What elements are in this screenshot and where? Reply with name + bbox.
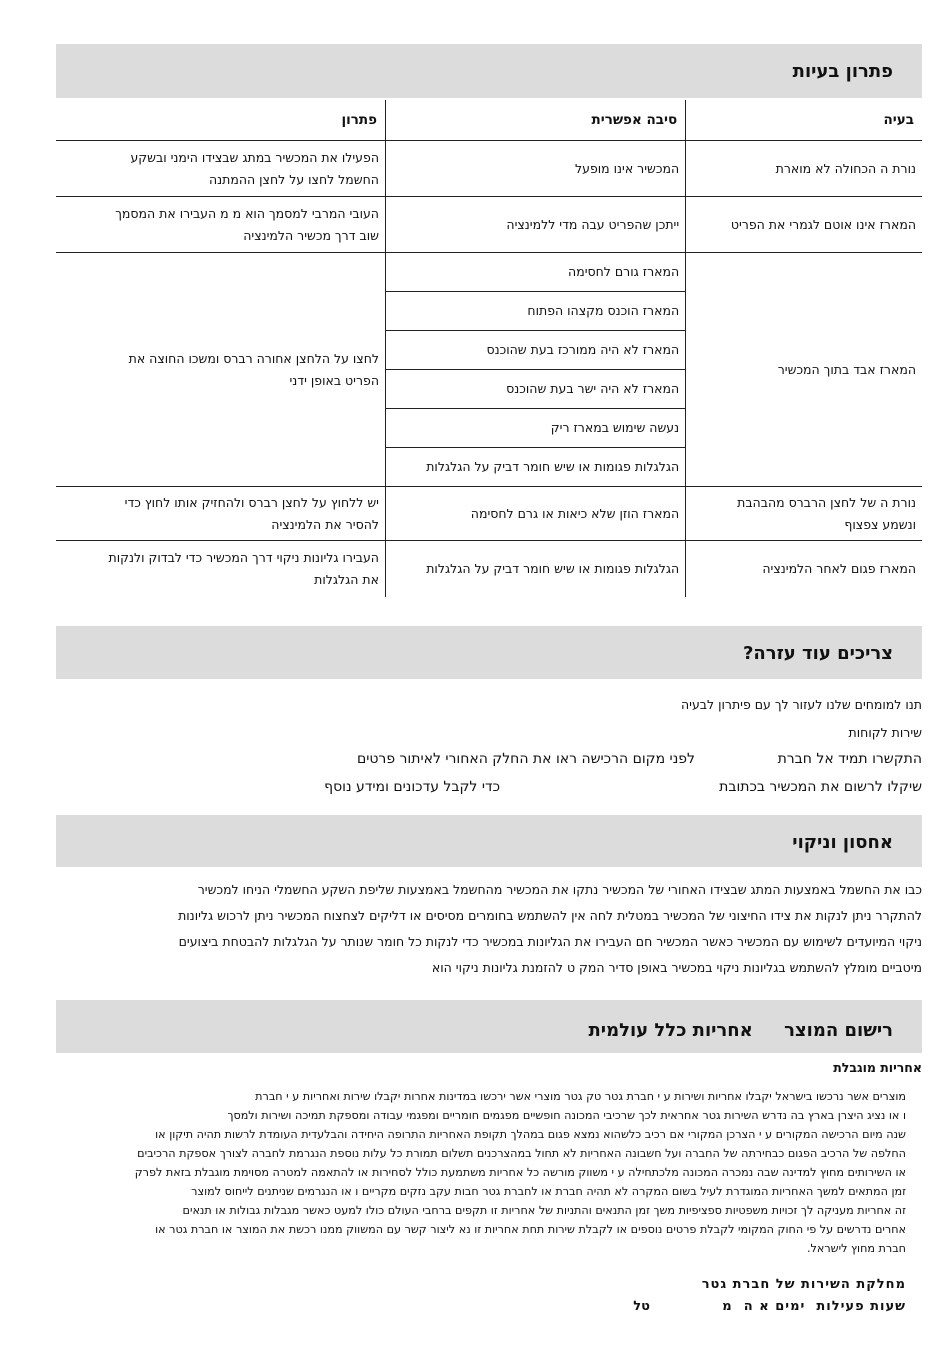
troubleshooting-header-band [56, 44, 922, 98]
warranty-line: ו או נציג היצרן בארץ בה נדרש השירות גטר אחראית לכך שרכיבי המכונה חופשיים מפגמים חומריים ומפגמי עבודה ומספקת תמיכה ושירות ולמסך [227, 1109, 906, 1122]
solution-line: לחצו על הלחצן אחורה רברס ומשכו החוצה את [128, 350, 379, 366]
issue-line: נורת ה של לחצן הרברס מהבהבת [737, 494, 916, 510]
help-contact-b: לפני מקום הרכישה ראו את החלק האחורי לאיתור פרטים [356, 751, 695, 767]
solution-cell [56, 541, 385, 597]
issue-cell: המארז אינו אוטם לגמרי את הפריט [686, 197, 922, 253]
warranty-line: החלפה של הרכיב הפגום כבחירתה של החברה ועל חשבונה האחריות לא תחול במהצרכנים תשלום תמורת כל עלות נוספת הנגרמת לחברה לצורך אספקת הרכיבים [137, 1147, 906, 1160]
solution-line: העבירו גליונות ניקוי דרך המכשיר כדי לבדוק ולנקות [108, 549, 379, 565]
storage-line: מיטביים מומלץ להשתמש בגליונות ניקוי במכשיר באופן סדיר המק ט להזמנת גליונות ניקוי הוא [431, 960, 922, 975]
storage-header-band [56, 815, 922, 867]
help-intro: תנו למומחים שלנו לעזור לך עם פיתרון לבעיה [680, 697, 922, 712]
warranty-line: שנה מיום הרכישה המקורים ע י הצרכן המקורי אם רכיב כלשהוא נמצא פגום במהלך תקופת האחריות התרופה היחידה והבלעדית העומדת לרשות תהיה תיקון או [155, 1128, 906, 1141]
registration-header-band [56, 1000, 922, 1053]
help-title: צריכים עוד עזרה? [742, 643, 893, 664]
table-row [56, 487, 922, 541]
storage-line: ניקוי המיועדים לשימוש עם המכשיר כאשר המכשיר חם העבירו את הגליונות במכשיר כדי לנקות כל חומר שנותר על הגלגלות להבטחת ביצועים [178, 934, 922, 949]
cause-cell: המארז גורם לחסימה [385, 253, 685, 292]
warranty-line: או השירותים מחוץ למדינה שבה נמכרה המכונה מלכתחילה ע י משווק מורשה כל אחריות משתמעת כולל לסחירות או להתאמה למטרה מסוימת מוגבלת בזאת לפרק [134, 1166, 906, 1179]
solution-line: העובי המרבי למסמך הוא מ מ העבירו את המסמך [115, 205, 379, 221]
help-register-b: כדי לקבל עדכונים ומידע נוסף [324, 779, 500, 795]
solution-line: החשמל לחצו על לחצן ההמתנה [208, 171, 379, 187]
cause-cell: המארז לא היה ישר בעת שהוכנס [385, 370, 685, 409]
warranty-line: חברת מחוץ לישראל. [806, 1242, 906, 1255]
warranty-paragraph [46, 1087, 906, 1258]
cause-cell: נעשה שימוש במארז ריק [385, 409, 685, 448]
troubleshooting-table [56, 100, 922, 597]
solution-line: את הגלגלות [314, 571, 379, 587]
solution-line: יש ללחוץ על לחצן רברס ולהחזיק אותו לחוץ כדי [124, 494, 379, 510]
warranty-subtitle: אחריות מוגבלת [833, 1060, 922, 1075]
cause-cell: ייתכן שהפריט עבה מדי ללמינציה [385, 197, 685, 253]
issue-cell: המארז פגום לאחר הלמינציה [686, 541, 922, 597]
troubleshooting-title: פתרון בעיות [792, 61, 893, 82]
help-contact-a: התקשרו תמיד אל חברת [777, 751, 922, 767]
issue-cell: המארז אבד בתוך המכשיר [686, 253, 922, 487]
registration-title: רישום המוצר אחריות כלל עולמית [588, 1020, 893, 1041]
header-issue: בעיה [686, 100, 922, 141]
issue-line: ונשמע צפצוף [844, 516, 916, 532]
storage-paragraph [72, 877, 922, 981]
service-phone-label: טל [633, 1299, 650, 1314]
warranty-line: מוצרים אשר נרכשו בישראל יקבלו אחריות ושירות ע י חברת גטר טק גטר מוצרי אשר ירכשו במדינות אחרות יקבלו שירות ואחריות ע י חברת [255, 1090, 906, 1103]
table-row [56, 141, 922, 197]
solution-line: הפעילו את המכשיר במתג שבצידו הימני ובשקע [130, 149, 379, 165]
storage-line: כבו את החשמל באמצעות המתג שבצידו האחורי של המכשיר נתקו את המכשיר מהחשמל באמצעות שליפת השקע החשמלי הניחו למכשיר [197, 882, 922, 897]
cause-cell: המארז הוכנס מקצהו הפתוח [385, 292, 685, 331]
cause-cell: הגלגלות פגומות או שיש חומר דביק על הגלגלות [385, 541, 685, 597]
warranty-line: אחרים נדרשים על פי החוק המקומי לקבלת פרטים נוספים או לקבלת שירות תחת אחריות זו נא ליצור קשר עם המשווק ממנו רכשת את המוצר או חברת גטר או [155, 1223, 906, 1236]
solution-line: להסיר את הלמינציה [271, 516, 379, 532]
solution-cell [56, 197, 385, 253]
storage-line: להתקרר ניתן לנקות את צידו החיצוני של המכשיר במטלית לחה אין להשתמש בחומרים מסיסים או דליקים לצחצוח המכשיר ניתן לרכוש גליונות [178, 908, 922, 923]
help-register-a: שיקלו לרשום את המכשיר בכתובת [719, 779, 922, 795]
warranty-line: זה אחריות מעניקה לך זכויות משפטיות ספציפיות משך זמן התנאים והתניות של אחריות זו תקפים ברחבי העולם כולו למעט כאשר מגבלות גבולות או תנאים [182, 1204, 906, 1217]
solution-cell [56, 487, 385, 541]
help-customer-service: שירות לקוחות [848, 725, 922, 740]
table-row [56, 253, 922, 292]
cause-cell: הגלגלות פגומות או שיש חומר דביק על הגלגלות [385, 448, 685, 487]
solution-cell [56, 253, 385, 487]
issue-cell [686, 487, 922, 541]
service-hours: שעות פעילות ימים א ה מ [722, 1299, 906, 1314]
header-solution: פתרון [56, 100, 385, 141]
cause-cell: המארז לא היה ממורכז בעת שהוכנס [385, 331, 685, 370]
cause-cell: המארז הוזן שלא כיאות או גרם לחסימה [385, 487, 685, 541]
storage-title: אחסון וניקוי [792, 832, 893, 853]
help-header-band [56, 626, 922, 679]
service-department: מחלקת השירות של חברת גטר [701, 1277, 906, 1292]
table-row [56, 541, 922, 597]
cause-cell: המכשיר אינו מופעל [385, 141, 685, 197]
header-cause: סיבה אפשרית [385, 100, 685, 141]
solution-cell [56, 141, 385, 197]
issue-cell: נורת ה הכחולה לא מוארת [686, 141, 922, 197]
solution-line: הפריט באופן ידני [289, 372, 379, 388]
table-row [56, 197, 922, 253]
warranty-line: זמן המתאים למשך האחריות המוגדרת לעיל בשום המקרה לא תהיה חברת או לחברת גטר חבות עקב נזקים מקריים ו או הנגרמים שניתנים לייחוס למוצר [191, 1185, 906, 1198]
solution-line: שוב דרך מכשיר הלמינציה [243, 227, 379, 243]
